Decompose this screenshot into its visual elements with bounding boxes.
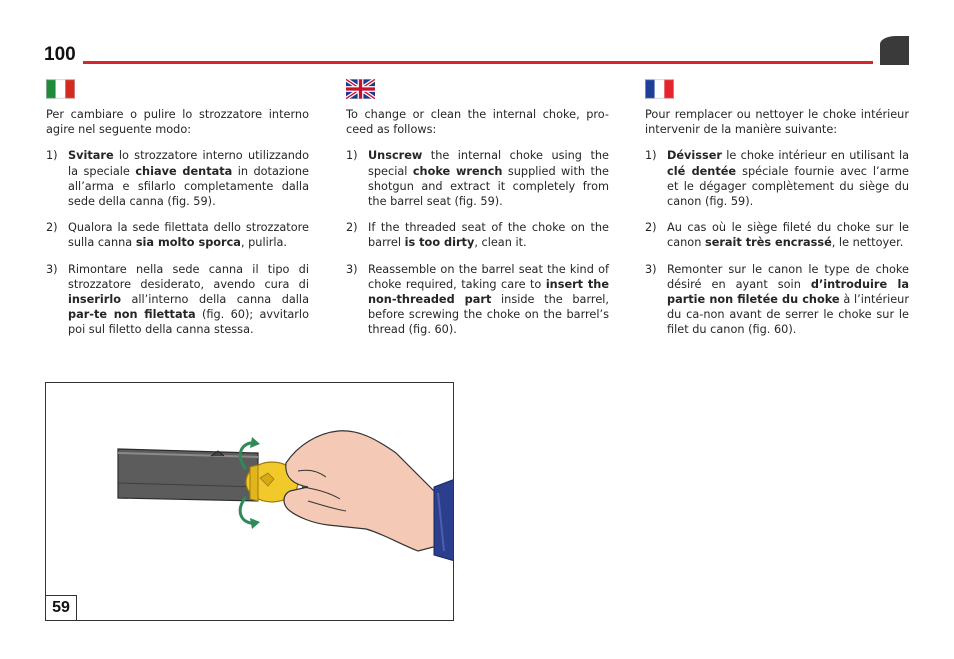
step-text-bold: par-te non filettata xyxy=(68,308,196,322)
corner-tab xyxy=(880,36,909,65)
step-text-segment: à l’intérieur du ca-non avant de serrer le choke sur le filet du canon (fig. 60). xyxy=(667,293,909,337)
step-number: 3) xyxy=(46,262,58,276)
step-text-bold: choke wrench xyxy=(412,164,503,178)
step-text-segment: , clean it. xyxy=(474,236,527,250)
italian-step-2 xyxy=(46,220,309,250)
step-number: 1) xyxy=(645,149,657,163)
step-text xyxy=(667,262,909,338)
english-step-1 xyxy=(346,148,609,209)
step-text-bold: Unscrew xyxy=(368,149,423,163)
step-text xyxy=(368,262,609,338)
italian-step-1 xyxy=(46,148,309,209)
italy-flag-icon xyxy=(46,79,75,99)
step-number: 1) xyxy=(346,149,358,163)
english-intro: To change or clean the internal choke, pro-ceed as follows: xyxy=(346,108,609,137)
step-text-segment: Remonter sur le canon le type de choke désiré en ayant soin xyxy=(667,262,909,291)
step-text-bold: is too dirty xyxy=(404,236,475,250)
step-text-segment: the internal choke using the special xyxy=(368,149,609,178)
step-text xyxy=(368,220,609,250)
step-text-bold: insert the non-threaded part xyxy=(368,277,609,307)
step-number: 2) xyxy=(645,221,657,235)
header-rule xyxy=(83,61,873,64)
page-number: 100 xyxy=(44,44,76,65)
step-text-segment: supplied with the shotgun and extract it completely from the barrel seat (fig. 59). xyxy=(368,164,609,209)
french-step-1 xyxy=(645,148,909,209)
step-text-segment: all’interno della canna dalla xyxy=(120,293,309,307)
step-text-segment: , pulirla. xyxy=(240,236,288,250)
step-number: 3) xyxy=(346,262,358,276)
french-intro: Pour remplacer ou nettoyer le choke intérieur intervenir de la manière suivante: xyxy=(645,108,909,137)
step-text-bold: sia molto sporca xyxy=(135,236,241,250)
hand-unscrewing-choke-illustration xyxy=(46,383,454,621)
figure-59 xyxy=(45,382,454,621)
step-text xyxy=(68,220,309,250)
english-step-2 xyxy=(346,220,609,250)
step-number: 3) xyxy=(645,262,657,276)
step-text-segment: inside the barrel, before screwing the choke on the barrel’s thread (fig. 60). xyxy=(368,293,609,337)
english-column xyxy=(346,107,609,349)
step-text-segment: in dotazione all’arma e sfilarlo completamente dalla sede della canna (fig. 59). xyxy=(68,164,309,209)
step-text-segment: le choke intérieur en utilisant la xyxy=(721,149,909,163)
french-step-3 xyxy=(645,262,909,338)
step-text-bold: Svitare xyxy=(68,149,114,163)
step-text-bold: chiave dentata xyxy=(135,164,233,178)
step-number: 2) xyxy=(46,221,58,235)
french-step-2 xyxy=(645,220,909,250)
step-number: 2) xyxy=(346,221,358,235)
italian-intro: Per cambiare o pulire lo strozzatore interno agire nel seguente modo: xyxy=(46,108,309,137)
italian-step-3 xyxy=(46,262,309,338)
step-text-segment: If the threaded seat of the choke on the barrel xyxy=(368,221,609,250)
step-text-segment: lo strozzatore interno utilizzando la speciale xyxy=(68,149,309,178)
step-text-segment: Reassemble on the barrel seat the kind of choke required, taking care to xyxy=(368,262,609,291)
step-text-segment: (fig. 60); avvitarlo poi sul filetto della canna stessa. xyxy=(68,308,309,337)
uk-flag-icon xyxy=(346,79,375,99)
step-text xyxy=(368,148,609,209)
step-text xyxy=(667,220,909,250)
italian-column xyxy=(46,107,309,349)
step-text-segment: spéciale fournie avec l’arme et le dégager complètement du siège du canon (fig. 59). xyxy=(667,164,909,209)
figure-number: 59 xyxy=(46,595,77,620)
step-number: 1) xyxy=(46,149,58,163)
step-text-bold: d’introduire la partie non filetée du choke xyxy=(667,277,909,307)
step-text-bold: serait très encrassé xyxy=(704,236,832,250)
step-text-segment: , le nettoyer. xyxy=(831,236,904,250)
english-step-3 xyxy=(346,262,609,338)
step-text xyxy=(68,148,309,209)
step-text xyxy=(667,148,909,209)
france-flag-icon xyxy=(645,79,674,99)
step-text-segment: Rimontare nella sede canna il tipo di strozzatore desiderato, avendo cura di xyxy=(68,262,309,291)
step-text-bold: inserirlo xyxy=(68,293,121,307)
step-text-bold: clé dentée xyxy=(667,164,737,178)
french-column xyxy=(645,107,909,349)
step-text xyxy=(68,262,309,338)
step-text-segment: Au cas où le siège fileté du choke sur le canon xyxy=(667,221,909,250)
step-text-bold: Dévisser xyxy=(667,149,722,163)
step-text-segment: Qualora la sede filettata dello strozzatore sulla canna xyxy=(68,221,309,250)
